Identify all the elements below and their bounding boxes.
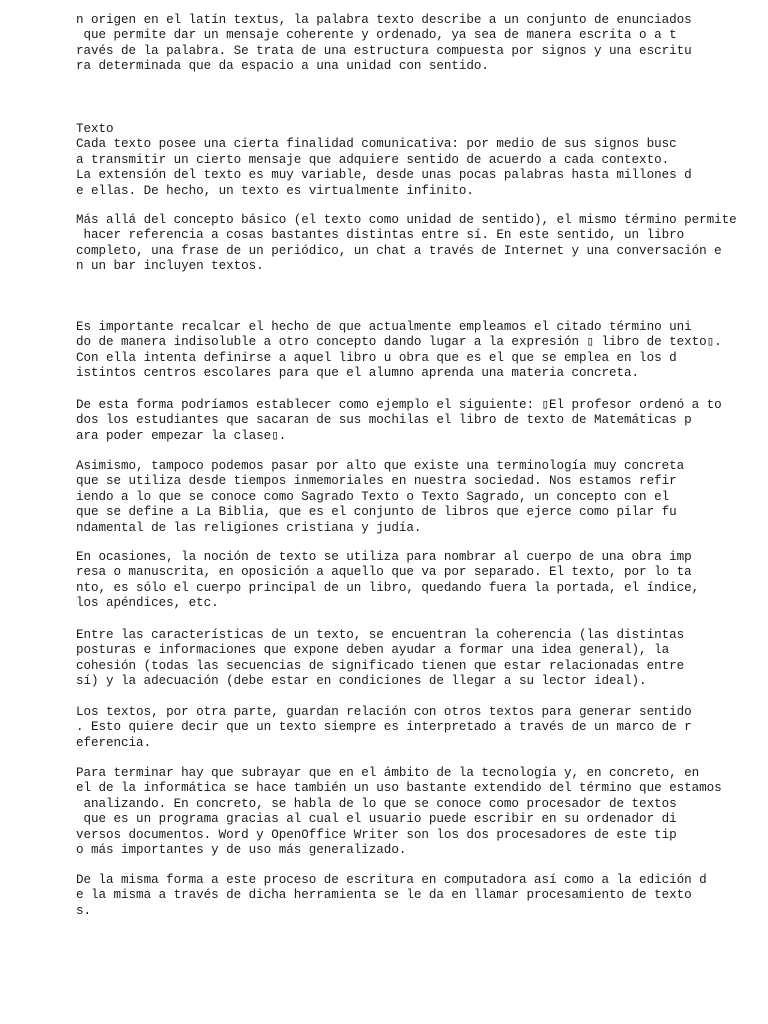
paragraph-relacion-textos: Los textos, por otra parte, guardan relación con otros textos para generar sentido . Esto quiere decir que un texto siempre es interpretado a través de un marco de r eferencia. (76, 705, 692, 750)
paragraph-procesamiento: De la misma forma a este proceso de escritura en computadora así como a la edición d e la misma a través de dicha herramienta se le da en llamar procesamiento de texto s. (76, 873, 707, 918)
paragraph-texto: Texto Cada texto posee una cierta finalidad comunicativa: por medio de sus signos busc a transmitir un cierto mensaje que adquiere sentido de acuerdo a cada contexto. La extensión del texto es muy variable, desde unas pocas palabras hasta millones d e ellas. De hecho, un texto es virtualmente infinito. (76, 122, 692, 198)
paragraph-cuerpo-obra: En ocasiones, la noción de texto se utiliza para nombrar al cuerpo de una obra imp resa o manuscrita, en oposición a aquello que va por separado. El texto, por lo ta nto, es sólo el cuerpo principal de un libro, quedando fuera la portada, el índice, los apéndices, etc. (76, 550, 700, 611)
paragraph-informatica: Para terminar hay que subrayar que en el ámbito de la tecnología y, en concreto, en el de la informática se hace también un uso bastante extendido del término que estamos analizando. En concreto, se habla de lo que se conoce como procesador de textos que es un programa gracias al cual el usuario puede escribir en su ordenador di versos documentos. Word y OpenOffice Writer son los dos procesadores de este tip o más importantes y de uso más generalizado. (76, 766, 722, 858)
paragraph-libro-de-texto: Es importante recalcar el hecho de que actualmente empleamos el citado término uni do de manera indisoluble a otro concepto dando lugar a la expresión ▯ libro de texto▯. Con ella intenta definirse a aquel libro u obra que es el que se emplea en los d istintos centros escolares para que el alumno aprenda una materia concreta. (76, 320, 722, 381)
paragraph-caracteristicas: Entre las características de un texto, se encuentran la coherencia (las distintas posturas e informaciones que expone deben ayudar a formar una idea general), la cohesión (todas las secuencias de significado tienen que estar relacionadas entre sí) y la adecuación (debe estar en condiciones de llegar a su lector ideal). (76, 628, 685, 689)
paragraph-ejemplo: De esta forma podríamos establecer como ejemplo el siguiente: ▯El profesor ordenó a to dos los estudiantes que sacaran de sus mochilas el libro de texto de Matemáticas p ara poder empezar la clase▯. (76, 398, 722, 443)
paragraph-origin: n origen en el latín textus, la palabra texto describe a un conjunto de enunciados que permite dar un mensaje coherente y ordenado, ya sea de manera escrita o a t ravés de la palabra. Se trata de una estructura compuesta por signos y una escritu ra determinada que da espacio a una unidad con sentido. (76, 13, 692, 74)
paragraph-texto-sagrado: Asimismo, tampoco podemos pasar por alto que existe una terminología muy concreta que se utiliza desde tiempos inmemoriales en nuestra sociedad. Nos estamos refir iendo a lo que se conoce como Sagrado Texto o Texto Sagrado, un concepto con el que se define a La Biblia, que es el conjunto de libros que ejerce como pilar fu ndamental de las religiones cristiana y judía. (76, 459, 685, 535)
paragraph-concepto: Más allá del concepto básico (el texto como unidad de sentido), el mismo término permite hacer referencia a cosas bastantes distintas entre sí. En este sentido, un libro completo, una frase de un periódico, un chat a través de Internet y una conversación e n un bar incluyen textos. (76, 213, 737, 274)
